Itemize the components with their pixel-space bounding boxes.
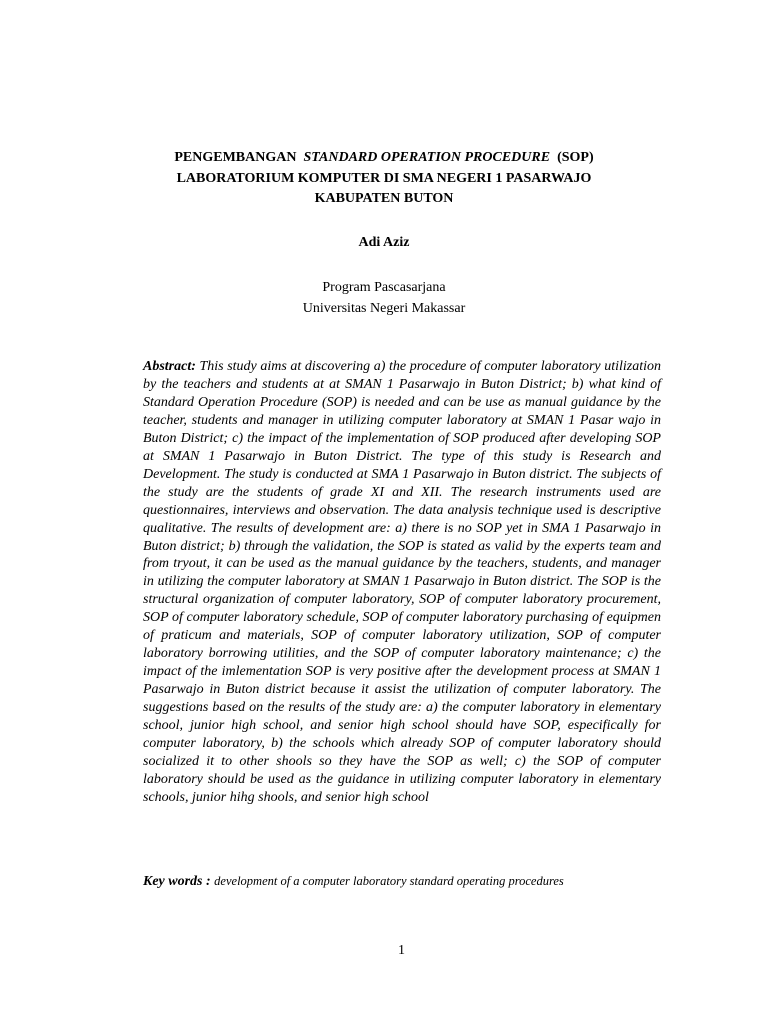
title-line-2: LABORATORIUM KOMPUTER DI SMA NEGERI 1 PASARWAJO — [176, 170, 592, 186]
keywords-label: Key words : — [143, 874, 211, 889]
affiliation-program: Program Pascasarjana — [322, 280, 446, 295]
title-line-1-start: PENGEMBANGAN — [174, 150, 297, 165]
abstract-text: This study aims at discovering a) the procedure of computer laboratory utilization by the teachers and students at at SMAN 1 Pasarwajo in Buton District; b) what kind of Standard Operation Procedure (SOP) is needed and can be use as manual guidance by the teacher, students and manager in utilizing computer laboratory at SMAN 1 Pasar wajo in Buton District; c) the impact of the implementation of SOP produced after developing SOP at SMAN 1 Pasarwajo in Buton District. The type of this study is Research and Development. The study is conducted at SMA 1 Pasarwajo in Buton district. The subjects of the study are the students of grade XI and XII. The research instruments used are questionnaires, interviews and observation. The data analysis technique used is descriptive qualitative. The results of development are: a) there is no SOP yet in SMA 1 Pasarwajo in Buton district; b) through the validation, the SOP is stated as valid by the experts team and from tryout, it can be used as the manual guidance by the teachers, students, and manager in utilizing the computer laboratory at SMAN 1 Pasarwajo in Buton district. The SOP is the structural organization of computer laboratory, SOP of computer laboratory procurement, SOP of computer laboratory schedule, SOP of computer laboratory purchasing of equipmen of praticum and materials, SOP of computer laboratory utilization, SOP of computer laboratory borrowing utilities, and the SOP of computer laboratory maintenance; c) the impact of the imlementation SOP is very positive after the development process at SMAN 1 Pasarwajo in Buton district because it assist the utilization of computer laboratory. The suggestions based on the results of the study are: a) the computer laboratory in elementary school, junior high school, and senior high school should have SOP, especifically for computer laboratory, b) the schools which already SOP of computer laboratory should socialized it to other shools so they have the SOP as well; c) the SOP of computer laboratory should be used as the guidance in utilizing computer laboratory in elementary schools, junior hihg shools, and senior high school — [143, 359, 661, 805]
affiliation-university: Universitas Negeri Makassar — [302, 300, 466, 316]
title-line-1 — [0, 148, 768, 169]
keywords — [143, 872, 661, 891]
author-name: Adi Aziz — [358, 235, 410, 250]
title-line-1-end: (SOP) — [557, 150, 594, 165]
abstract-label: Abstract: — [143, 359, 196, 374]
paper-title — [0, 148, 768, 210]
affiliation — [0, 278, 768, 319]
title-line-1-italic: STANDARD OPERATION PROCEDURE — [303, 150, 551, 165]
abstract — [143, 358, 661, 807]
keywords-text: development of a computer laboratory standard operating procedures — [214, 874, 564, 888]
page-number: 1 — [398, 943, 405, 958]
title-line-3: KABUPATEN BUTON — [314, 191, 454, 206]
